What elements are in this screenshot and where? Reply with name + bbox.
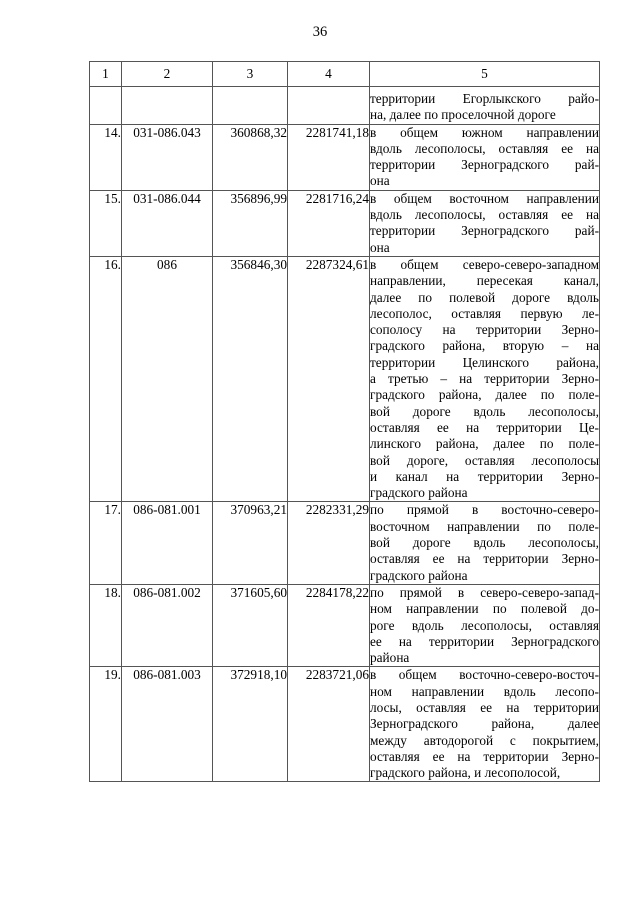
description-line: по прямой в северо-северо-запад-: [370, 584, 599, 600]
cell-number: 17.: [90, 502, 122, 584]
cell-coordinate-x: 372918,10: [213, 667, 288, 782]
description-line: градского района, вторую – на: [370, 338, 599, 354]
cell-description: [370, 256, 600, 501]
table-row: [90, 256, 600, 501]
table-row: [90, 584, 600, 666]
cell-empty: [288, 87, 370, 125]
description-line: она: [370, 173, 390, 189]
table-row-continuation: [90, 87, 600, 125]
cell-empty: [122, 87, 213, 125]
cell-empty: [213, 87, 288, 125]
description-line: вой дороге, оставляя лесополосы: [370, 452, 599, 468]
description-line: ном направлении вдоль лесопо-: [370, 683, 599, 699]
description-line: градского района: [370, 567, 468, 583]
table-row: [90, 502, 600, 584]
description-line: территории Зерноградского рай-: [370, 157, 599, 173]
description-line: вдоль лесополосы, оставляя ее на: [370, 207, 599, 223]
cell-description: [370, 502, 600, 584]
cell-number: 18.: [90, 584, 122, 666]
cell-coordinate-x: 356846,30: [213, 256, 288, 501]
cell-number: 16.: [90, 256, 122, 501]
description-line: района: [370, 650, 410, 666]
cell-coordinate-y: 2284178,22: [288, 584, 370, 666]
description-line: вой дороге вдоль лесополосы,: [370, 403, 599, 419]
boundary-table: [89, 61, 600, 782]
description-line: по прямой в восточно-северо-: [370, 502, 599, 518]
description-line: ном направлении по полевой до-: [370, 601, 599, 617]
cell-coordinate-x: 360868,32: [213, 124, 288, 190]
column-header-coordinate-y: 4: [288, 62, 370, 87]
description-line: и канал на территории Зерно-: [370, 468, 599, 484]
description-line: линского района, далее по поле-: [370, 436, 599, 452]
description-line: сополосу на территории Зерно-: [370, 322, 599, 338]
cell-coordinate-x: 356896,99: [213, 190, 288, 256]
column-header-coordinate-x: 3: [213, 62, 288, 87]
column-header-point-code: 2: [122, 62, 213, 87]
description-line: градского района: [370, 485, 468, 501]
description-line: ее на территории Зерноградского: [370, 633, 599, 649]
cell-coordinate-y: 2282331,29: [288, 502, 370, 584]
description-line: в общем северо-северо-западном: [370, 256, 599, 272]
table-row: [90, 667, 600, 782]
cell-coordinate-y: 2287324,61: [288, 256, 370, 501]
description-line: лосы, оставляя ее на территории: [370, 699, 599, 715]
cell-description: [370, 584, 600, 666]
description-line: территории Зерноградского рай-: [370, 223, 599, 239]
description-line: вой дороге вдоль лесополосы,: [370, 535, 599, 551]
description-line: градского района, и лесополосой,: [370, 765, 561, 781]
cell-coordinate-x: 370963,21: [213, 502, 288, 584]
column-header-description: 5: [370, 62, 600, 87]
table-header-row: [90, 62, 600, 87]
description-line: в общем восточном направлении: [370, 190, 599, 206]
cell-number: 14.: [90, 124, 122, 190]
cell-point-code: 031-086.043: [122, 124, 213, 190]
description-line: в общем южном направлении: [370, 124, 599, 140]
description-line: на, далее по проселочной дороге: [370, 107, 556, 123]
description-line: а третью – на территории Зерно-: [370, 371, 599, 387]
description-line: оставляя ее на территории Зерно-: [370, 748, 599, 764]
page-number: 36: [312, 24, 328, 40]
description-line: в общем восточно-северо-восточ-: [370, 667, 599, 683]
description-line: территории Егорлыкского райо-: [370, 91, 599, 106]
description-line: роге вдоль лесополосы, оставляя: [370, 617, 599, 633]
description-line: оставляя ее на территории Це-: [370, 419, 599, 435]
cell-point-code: 086: [122, 256, 213, 501]
cell-coordinate-y: 2281741,18: [288, 124, 370, 190]
description-line: вдоль лесополосы, оставляя ее на: [370, 140, 599, 156]
cell-number: 15.: [90, 190, 122, 256]
cell-description: [370, 124, 600, 190]
description-line: оставляя ее на территории Зерно-: [370, 551, 599, 567]
table-row: [90, 190, 600, 256]
cell-coordinate-y: 2283721,06: [288, 667, 370, 782]
cell-empty: [90, 87, 122, 125]
cell-coordinate-x: 371605,60: [213, 584, 288, 666]
description-line: далее по полевой дороге вдоль: [370, 289, 599, 305]
cell-point-code: 086-081.002: [122, 584, 213, 666]
description-line: она: [370, 239, 390, 255]
description-line: между автодорогой с покрытием,: [370, 732, 599, 748]
cell-number: 19.: [90, 667, 122, 782]
cell-point-code: 086-081.003: [122, 667, 213, 782]
description-line: лесополос, оставляя первую ле-: [370, 305, 599, 321]
description-line: Зерноградского района, далее: [370, 716, 599, 732]
cell-coordinate-y: 2281716,24: [288, 190, 370, 256]
cell-description: [370, 190, 600, 256]
description-line: градского района, далее по поле-: [370, 387, 599, 403]
column-header-number: 1: [90, 62, 122, 87]
cell-point-code: 086-081.001: [122, 502, 213, 584]
cell-description: [370, 87, 600, 125]
cell-point-code: 031-086.044: [122, 190, 213, 256]
description-line: направлении, пересекая канал,: [370, 273, 599, 289]
table-row: [90, 124, 600, 190]
description-line: территории Целинского района,: [370, 354, 599, 370]
cell-description: [370, 667, 600, 782]
description-line: восточном направлении по поле-: [370, 518, 599, 534]
